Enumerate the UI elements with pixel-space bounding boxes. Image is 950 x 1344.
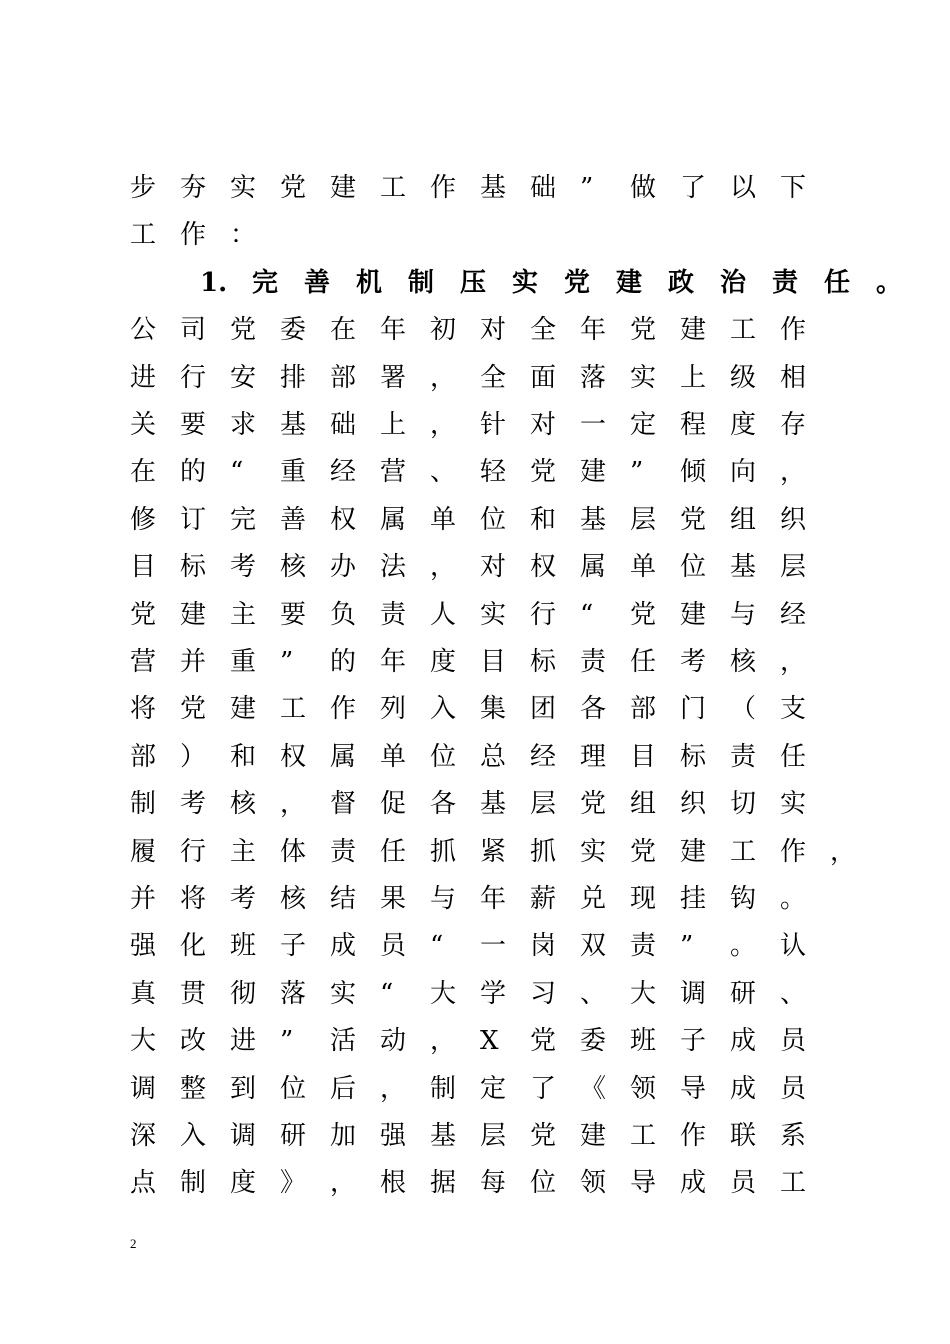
text-char: 到 [230, 1073, 257, 1104]
text-char: 在 [330, 315, 357, 346]
text-char: 做 [630, 173, 657, 203]
text-char: 上 [380, 410, 407, 440]
text-char: 对 [480, 315, 507, 346]
text-char: 础 [530, 173, 557, 203]
text-char: 、 [580, 978, 607, 1009]
text-char: ， [430, 1026, 457, 1057]
text-char: 党 [530, 457, 557, 488]
text-char: 。 [780, 884, 807, 914]
text-char: 安 [230, 362, 257, 393]
text-char: 建 [680, 836, 707, 867]
text-char: 向 [730, 457, 757, 488]
text-char: 度 [730, 410, 757, 440]
text-char: 重 [230, 647, 257, 677]
text-char: 上 [680, 362, 707, 393]
text-char: 核 [730, 647, 757, 677]
text-char: 单 [430, 504, 457, 535]
text-char: 集 [480, 694, 507, 725]
text-char: 大 [430, 978, 457, 1009]
text-char: ， [780, 647, 807, 677]
text-char: ” [580, 173, 594, 203]
text-char: 善 [280, 504, 307, 535]
text-char: 人 [430, 599, 457, 630]
text-char: 核 [280, 884, 307, 914]
text-char: 兑 [580, 884, 607, 914]
text-char: 考 [230, 884, 257, 914]
text-char: 全 [530, 315, 557, 346]
text-char: 履 [130, 836, 157, 867]
text-char: 层 [480, 1121, 507, 1151]
text-char: 主 [230, 599, 257, 630]
text-char: 权 [280, 741, 307, 772]
text-char: 每 [480, 1168, 507, 1199]
text-char: 实 [512, 267, 539, 298]
text-char: 订 [180, 504, 207, 535]
text-char: 目 [130, 552, 157, 583]
text-char: 考 [180, 789, 207, 820]
text-char: 作 [780, 315, 807, 346]
text-char: 和 [530, 504, 557, 535]
text-char: 建 [580, 457, 607, 488]
text-char: 入 [430, 694, 457, 725]
text-char: 联 [730, 1121, 757, 1151]
text-char: 现 [630, 884, 657, 914]
text-char: 岗 [530, 931, 557, 962]
text-char: “ [230, 457, 244, 488]
text-char: 行 [530, 599, 557, 630]
text-char: 落 [580, 362, 607, 393]
text-char: ” [680, 931, 694, 962]
text-char: 研 [730, 978, 757, 1009]
text-char: 领 [580, 1168, 607, 1199]
text-char: ， [430, 362, 457, 393]
text-char: 实 [630, 362, 657, 393]
text-char: 门 [680, 694, 707, 725]
text-char: 员 [780, 1073, 807, 1104]
text-char: 对 [480, 552, 507, 583]
text-char: 子 [280, 931, 307, 962]
text-char: 学 [480, 978, 507, 1009]
text-char: ” [280, 1026, 294, 1057]
text-char: 落 [280, 978, 307, 1009]
text-char: 目 [480, 647, 507, 677]
text-char: 强 [380, 1121, 407, 1151]
text-char: 基 [280, 410, 307, 440]
text-char: 年 [580, 315, 607, 346]
text-char: 考 [680, 647, 707, 677]
text-char: 在 [130, 457, 157, 488]
text-char: ， [380, 1073, 407, 1104]
text-char: 员 [380, 931, 407, 962]
text-char: 认 [780, 931, 807, 962]
text-char: 》 [280, 1168, 307, 1199]
text-char: 以 [730, 173, 757, 203]
text-char: 强 [130, 931, 157, 962]
text-char: 作 [180, 220, 207, 251]
text-char: 主 [230, 836, 257, 867]
text-char: 员 [780, 1026, 807, 1057]
text-char: 度 [430, 647, 457, 677]
text-char: 、 [430, 457, 457, 488]
text-char: 果 [380, 884, 407, 914]
text-char: 的 [330, 647, 357, 677]
text-char: 善 [304, 267, 331, 298]
text-char: 基 [580, 504, 607, 535]
text-char: 团 [530, 694, 557, 725]
text-char: 针 [480, 410, 507, 440]
text-char: 责 [380, 599, 407, 630]
text-char: 各 [580, 694, 607, 725]
text-char: 工 [630, 1121, 657, 1151]
text-char: 研 [280, 1121, 307, 1151]
text-char: ： [230, 220, 257, 251]
text-char: 年 [380, 647, 407, 677]
text-char: 定 [480, 1073, 507, 1104]
text-char: 位 [680, 552, 707, 583]
text-char: 位 [430, 741, 457, 772]
text-char: 属 [380, 504, 407, 535]
text-char: 、 [780, 978, 807, 1009]
text-char: 成 [730, 1026, 757, 1057]
text-char: 部 [330, 362, 357, 393]
text-char: 属 [580, 552, 607, 583]
text-char: 建 [680, 599, 707, 630]
text-char: 贯 [180, 978, 207, 1009]
text-char: 实 [580, 836, 607, 867]
text-char: 切 [730, 789, 757, 820]
text-char: 化 [180, 931, 207, 962]
text-char: 部 [130, 741, 157, 772]
text-char: 党 [130, 599, 157, 630]
text-char: 考 [230, 552, 257, 583]
text-char: 并 [180, 647, 207, 677]
text-char: 结 [330, 884, 357, 914]
text-char: 了 [680, 173, 707, 203]
text-char: 建 [330, 173, 357, 203]
text-char: 基 [480, 173, 507, 203]
text-char: 位 [530, 1168, 557, 1199]
text-char: 领 [630, 1073, 657, 1104]
page-number: 2 [130, 1236, 137, 1251]
text-char: 了 [530, 1073, 557, 1104]
text-char: 各 [430, 789, 457, 820]
text-char: 重 [280, 457, 307, 488]
text-char: ， [430, 410, 457, 440]
text-char: 经 [530, 741, 557, 772]
text-char: 党 [630, 599, 657, 630]
text-char: 进 [230, 1026, 257, 1057]
text-char: 委 [280, 315, 307, 346]
text-char: 层 [630, 504, 657, 535]
text-char: 层 [780, 552, 807, 583]
text-char: 实 [780, 789, 807, 820]
text-char: ， [330, 1168, 357, 1199]
text-char: 党 [580, 789, 607, 820]
text-char: 钩 [730, 884, 757, 914]
text-char: 属 [330, 741, 357, 772]
text-char: 建 [680, 315, 707, 346]
text-char: 一 [480, 931, 507, 962]
text-char: 实 [230, 173, 257, 203]
text-char: 改 [180, 1026, 207, 1057]
text-char: ， [430, 552, 457, 583]
text-char: 轻 [480, 457, 507, 488]
text-char: 。 [876, 267, 903, 298]
text-char: 基 [480, 789, 507, 820]
text-char: 制 [408, 267, 435, 298]
text-char: 完 [252, 267, 279, 298]
text-char: 责 [330, 836, 357, 867]
text-char: 完 [230, 504, 257, 535]
text-char: 初 [430, 315, 457, 346]
text-char: 大 [630, 978, 657, 1009]
text-char: 党 [530, 1026, 557, 1057]
text-char: 彻 [230, 978, 257, 1009]
text-char: 营 [380, 457, 407, 488]
text-char: 党 [180, 694, 207, 725]
text-char: 法 [380, 552, 407, 583]
text-char: 营 [130, 647, 157, 677]
text-char: 后 [330, 1073, 357, 1104]
text-char: 年 [380, 315, 407, 346]
text-char: 实 [330, 978, 357, 1009]
text-char: 夯 [180, 173, 207, 203]
text-char: 任 [780, 741, 807, 772]
text-char: 深 [130, 1121, 157, 1151]
text-char: 单 [630, 552, 657, 583]
text-char: 政 [668, 267, 695, 298]
text-char: 党 [564, 267, 591, 298]
text-char: 年 [480, 884, 507, 914]
text-char: 和 [230, 741, 257, 772]
text-char: 动 [380, 1026, 407, 1057]
text-char: “ [580, 599, 594, 630]
text-char: 抓 [430, 836, 457, 867]
text-char: 存 [780, 410, 807, 440]
text-char: 位 [280, 1073, 307, 1104]
text-char: 责 [630, 931, 657, 962]
text-char: 下 [780, 173, 807, 203]
text-char: 党 [680, 504, 707, 535]
text-char: 作 [430, 173, 457, 203]
text-char: 经 [780, 599, 807, 630]
text-char: 督 [330, 789, 357, 820]
text-char: 作 [330, 694, 357, 725]
text-char: 工 [380, 173, 407, 203]
text-char: 步 [130, 173, 157, 203]
text-char: 的 [180, 457, 207, 488]
text-char: 排 [280, 362, 307, 393]
text-char: 《 [580, 1073, 607, 1104]
text-char: 员 [730, 1168, 757, 1199]
text-char: 建 [230, 694, 257, 725]
text-char: 系 [780, 1121, 807, 1151]
text-char: 调 [230, 1121, 257, 1151]
text-char: 署 [380, 362, 407, 393]
text-char: 核 [230, 789, 257, 820]
text-char: 党 [530, 1121, 557, 1151]
text-char: 将 [130, 694, 157, 725]
text-char: 目 [630, 741, 657, 772]
text-char: 组 [630, 789, 657, 820]
text-char: ” [280, 647, 294, 677]
text-char: 织 [780, 504, 807, 535]
text-char: 任 [824, 267, 851, 298]
text-char: 加 [330, 1121, 357, 1151]
text-char: 调 [130, 1073, 157, 1104]
text-char: 织 [680, 789, 707, 820]
text-char: 根 [380, 1168, 407, 1199]
text-char: X [480, 1026, 499, 1057]
text-char: 经 [330, 457, 357, 488]
text-char: 责 [580, 647, 607, 677]
text-char: 并 [130, 884, 157, 914]
text-char: 导 [680, 1073, 707, 1104]
text-char: 要 [180, 410, 207, 440]
text-char: 支 [780, 694, 807, 725]
text-char: 定 [630, 410, 657, 440]
text-char: 工 [730, 836, 757, 867]
text-char: 基 [730, 552, 757, 583]
text-char: 党 [630, 836, 657, 867]
text-char: 党 [230, 315, 257, 346]
text-char: 要 [280, 599, 307, 630]
text-char: 调 [680, 978, 707, 1009]
text-char: 习 [530, 978, 557, 1009]
text-char: 组 [730, 504, 757, 535]
text-char: 制 [180, 1168, 207, 1199]
text-char: 建 [616, 267, 643, 298]
text-char: 任 [630, 647, 657, 677]
text-char: 促 [380, 789, 407, 820]
text-char: 真 [130, 978, 157, 1009]
text-char: 单 [380, 741, 407, 772]
text-char: “ [430, 931, 444, 962]
text-char: 公 [130, 315, 157, 346]
text-char: 全 [480, 362, 507, 393]
text-char: 与 [730, 599, 757, 630]
text-char: 层 [530, 789, 557, 820]
text-char: 工 [780, 1168, 807, 1199]
text-char: 子 [680, 1026, 707, 1057]
text-char: 与 [430, 884, 457, 914]
text-char: 机 [356, 267, 383, 298]
text-char: 级 [730, 362, 757, 393]
text-char: ” [630, 457, 644, 488]
text-char: 委 [580, 1026, 607, 1057]
text-char: 责 [730, 741, 757, 772]
text-char: 体 [280, 836, 307, 867]
text-char: 班 [630, 1026, 657, 1057]
text-char: 总 [480, 741, 507, 772]
text-char: 责 [772, 267, 799, 298]
text-char: 成 [680, 1168, 707, 1199]
text-char: 行 [180, 836, 207, 867]
text-char: 入 [180, 1121, 207, 1151]
text-char: 部 [630, 694, 657, 725]
text-char: 列 [380, 694, 407, 725]
text-char: 整 [180, 1073, 207, 1104]
text-char: 建 [180, 599, 207, 630]
text-char: 权 [330, 504, 357, 535]
text-char: 制 [430, 1073, 457, 1104]
text-char: 作 [680, 1121, 707, 1151]
text-char: 抓 [530, 836, 557, 867]
text-char: 紧 [480, 836, 507, 867]
text-char: 1. [200, 267, 228, 298]
text-char: 成 [730, 1073, 757, 1104]
text-char: 一 [580, 410, 607, 440]
text-char: 求 [230, 410, 257, 440]
text-char: 工 [730, 315, 757, 346]
text-char: 程 [680, 410, 707, 440]
text-char: 相 [780, 362, 807, 393]
text-char: 进 [130, 362, 157, 393]
text-char: ， [280, 789, 307, 820]
text-char: 点 [130, 1168, 157, 1199]
text-char: 建 [580, 1121, 607, 1151]
text-char: 据 [430, 1168, 457, 1199]
text-char: 倾 [680, 457, 707, 488]
text-char: 治 [720, 267, 747, 298]
text-char: 标 [180, 552, 207, 583]
text-char: 薪 [530, 884, 557, 914]
text-char: 标 [530, 647, 557, 677]
text-char: 度 [230, 1168, 257, 1199]
text-char: ， [780, 457, 807, 488]
text-char: “ [380, 978, 394, 1009]
text-char: 双 [580, 931, 607, 962]
text-char: 面 [530, 362, 557, 393]
text-char: 础 [330, 410, 357, 440]
text-char: 关 [130, 410, 157, 440]
text-char: 实 [480, 599, 507, 630]
text-char: 对 [530, 410, 557, 440]
text-char: 司 [180, 315, 207, 346]
text-char: 导 [630, 1168, 657, 1199]
text-char: 核 [280, 552, 307, 583]
text-char: 大 [130, 1026, 157, 1057]
text-char: 制 [130, 789, 157, 820]
text-char: 工 [130, 220, 157, 251]
text-char: 压 [460, 267, 487, 298]
text-char: ） [180, 741, 207, 772]
text-char: 。 [730, 931, 757, 962]
text-char: 标 [680, 741, 707, 772]
text-char: 办 [330, 552, 357, 583]
text-char: 理 [580, 741, 607, 772]
text-char: 班 [230, 931, 257, 962]
text-char: 活 [330, 1026, 357, 1057]
text-char: 行 [180, 362, 207, 393]
text-char: 将 [180, 884, 207, 914]
text-char: （ [730, 694, 757, 725]
text-char: 负 [330, 599, 357, 630]
text-char: 位 [480, 504, 507, 535]
text-char: 党 [630, 315, 657, 346]
text-char: ， [830, 836, 857, 867]
text-char: 挂 [680, 884, 707, 914]
text-char: 修 [130, 504, 157, 535]
text-char: 基 [430, 1121, 457, 1151]
text-char: 党 [280, 173, 307, 203]
text-char: 权 [530, 552, 557, 583]
text-char: 作 [780, 836, 807, 867]
text-char: 工 [280, 694, 307, 725]
text-char: 成 [330, 931, 357, 962]
text-char: 任 [380, 836, 407, 867]
